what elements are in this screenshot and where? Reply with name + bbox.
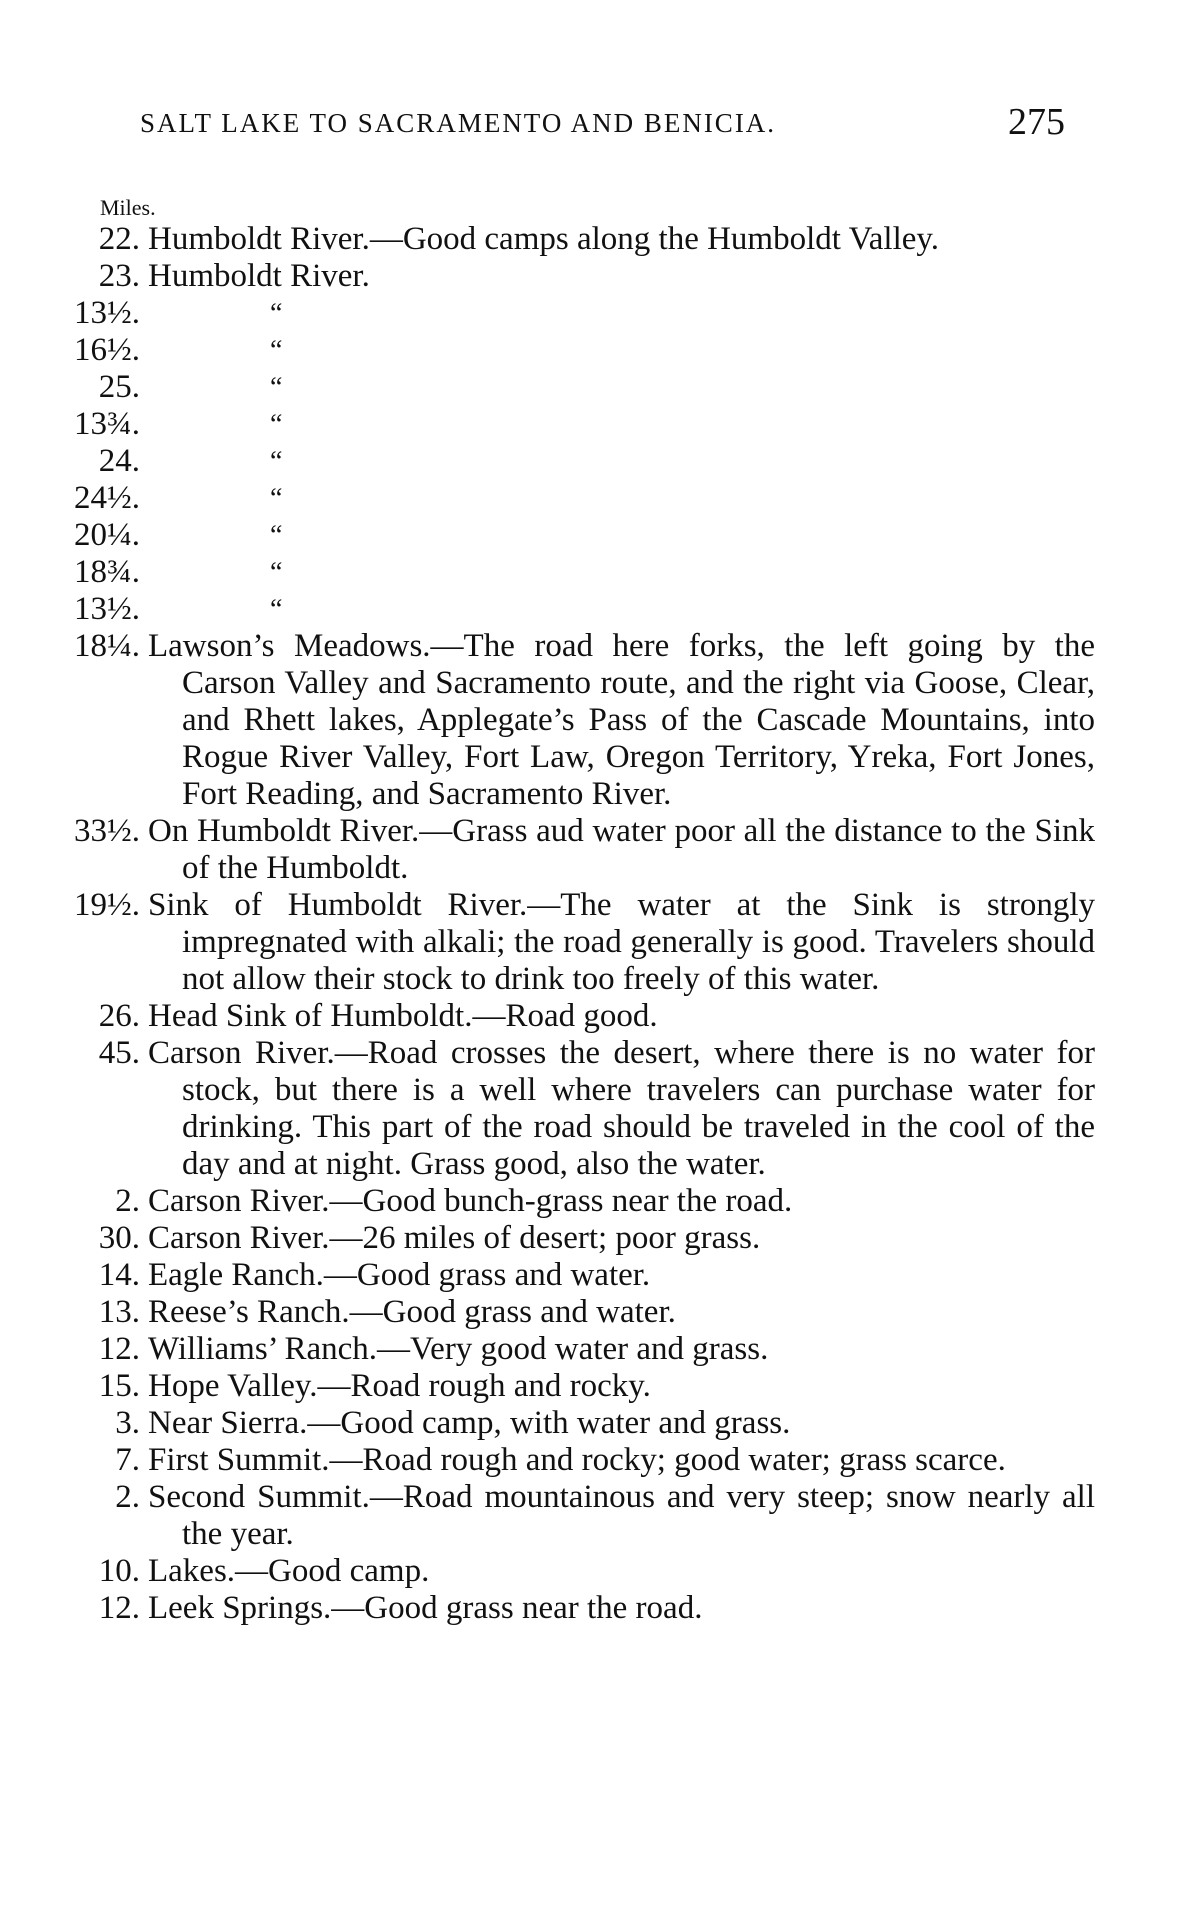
entry-text: Carson River.—Good bunch-grass near the road. <box>148 1183 793 1219</box>
list-item <box>0 221 1193 258</box>
mileage: 7. <box>115 1442 140 1478</box>
itinerary-list <box>0 221 1193 1627</box>
entry-text: Humboldt River.—Good camps along the Humboldt Valley. <box>148 221 940 257</box>
list-item <box>0 1183 1193 1220</box>
ditto-mark: “ <box>270 483 283 514</box>
mileage: 13½. <box>74 591 140 627</box>
mileage: 19½. <box>74 887 140 923</box>
mileage: 20¼. <box>74 517 140 553</box>
entry-text: Sink of Humboldt River.—The water at the Sink is strongly impregnated with alkali; the road generally is good. Travelers should not allow their stock to drink too freely of this water. <box>148 887 1095 997</box>
list-item <box>0 369 1193 406</box>
mileage: 13. <box>98 1294 140 1330</box>
ditto-mark: “ <box>270 298 283 329</box>
mileage: 24½. <box>74 480 140 516</box>
entry-text: Carson River.—Road crosses the desert, where there is no water for stock, but there is a well where travelers can purchase water for drinking. This part of the road should be traveled in the cool of the day and at night. Grass good, also the water. <box>148 1035 1095 1182</box>
list-item <box>0 887 1193 998</box>
list-item <box>0 406 1193 443</box>
list-item <box>0 258 1193 295</box>
mileage: 23. <box>98 258 140 294</box>
miles-column-label: Miles. <box>100 195 156 220</box>
entry-text: Williams’ Ranch.—Very good water and grass. <box>148 1331 769 1367</box>
entry-text: Lawson’s Meadows.—The road here forks, the left going by the Carson Valley and Sacramento route, and the right via Goose, Clear, and Rhett lakes, Applegate’s Pass of the Cascade Mountains, into Rogue River Valley, Fort Law, Oregon Territory, Yreka, Fort Jones, Fort Reading, and Sacramento River. <box>148 628 1095 812</box>
mileage: 15. <box>98 1368 140 1404</box>
mileage: 14. <box>98 1257 140 1293</box>
entry-text: Second Summit.—Road mountainous and very steep; snow nearly all the year. <box>148 1479 1095 1552</box>
list-item <box>0 1035 1193 1183</box>
mileage: 26. <box>98 998 140 1034</box>
ditto-mark: “ <box>270 520 283 551</box>
mileage: 33½. <box>74 813 140 849</box>
list-item <box>0 998 1193 1035</box>
ditto-mark: “ <box>270 335 283 366</box>
list-item <box>0 628 1193 813</box>
mileage: 22. <box>98 221 140 257</box>
list-item <box>0 1442 1193 1479</box>
ditto-mark: “ <box>270 594 283 625</box>
ditto-mark: “ <box>270 446 283 477</box>
list-item <box>0 332 1193 369</box>
mileage: 16½. <box>74 332 140 368</box>
mileage: 12. <box>98 1590 140 1626</box>
list-item <box>0 480 1193 517</box>
page-header <box>140 100 1065 150</box>
list-item <box>0 295 1193 332</box>
mileage: 10. <box>98 1553 140 1589</box>
list-item <box>0 1479 1193 1553</box>
mileage: 2. <box>115 1479 140 1515</box>
mileage: 30. <box>98 1220 140 1256</box>
list-item <box>0 813 1193 887</box>
entry-text: On Humboldt River.—Grass aud water poor all the distance to the Sink of the Humboldt. <box>148 813 1095 886</box>
mileage: 13½. <box>74 295 140 331</box>
running-title: SALT LAKE TO SACRAMENTO AND BENICIA. <box>140 108 777 138</box>
list-item <box>0 517 1193 554</box>
list-item <box>0 1553 1193 1590</box>
mileage: 25. <box>98 369 140 405</box>
entry-text: Lakes.—Good camp. <box>148 1553 430 1589</box>
entry-text: Hope Valley.—Road rough and rocky. <box>148 1368 651 1404</box>
entry-text: Eagle Ranch.—Good grass and water. <box>148 1257 651 1293</box>
mileage: 24. <box>98 443 140 479</box>
entry-text: Humboldt River. <box>148 258 370 294</box>
list-item <box>0 443 1193 480</box>
entry-text: Carson River.—26 miles of desert; poor grass. <box>148 1220 761 1256</box>
ditto-mark: “ <box>270 372 283 403</box>
entry-text: First Summit.—Road rough and rocky; good water; grass scarce. <box>148 1442 1006 1478</box>
list-item <box>0 1405 1193 1442</box>
list-item <box>0 591 1193 628</box>
list-item <box>0 1331 1193 1368</box>
entry-text: Head Sink of Humboldt.—Road good. <box>148 998 658 1034</box>
mileage: 2. <box>115 1183 140 1219</box>
ditto-mark: “ <box>270 409 283 440</box>
page-number: 275 <box>1008 101 1065 143</box>
mileage: 45. <box>98 1035 140 1071</box>
entry-text: Leek Springs.—Good grass near the road. <box>148 1590 703 1626</box>
ditto-mark: “ <box>270 557 283 588</box>
list-item <box>0 1294 1193 1331</box>
mileage: 18¾. <box>74 554 140 590</box>
entry-text: Near Sierra.—Good camp, with water and grass. <box>148 1405 791 1441</box>
list-item <box>0 554 1193 591</box>
mileage: 3. <box>115 1405 140 1441</box>
list-item <box>0 1220 1193 1257</box>
mileage: 18¼. <box>74 628 140 664</box>
mileage: 13¾. <box>74 406 140 442</box>
list-item <box>0 1368 1193 1405</box>
entry-text: Reese’s Ranch.—Good grass and water. <box>148 1294 676 1330</box>
list-item <box>0 1590 1193 1627</box>
mileage: 12. <box>98 1331 140 1367</box>
list-item <box>0 1257 1193 1294</box>
